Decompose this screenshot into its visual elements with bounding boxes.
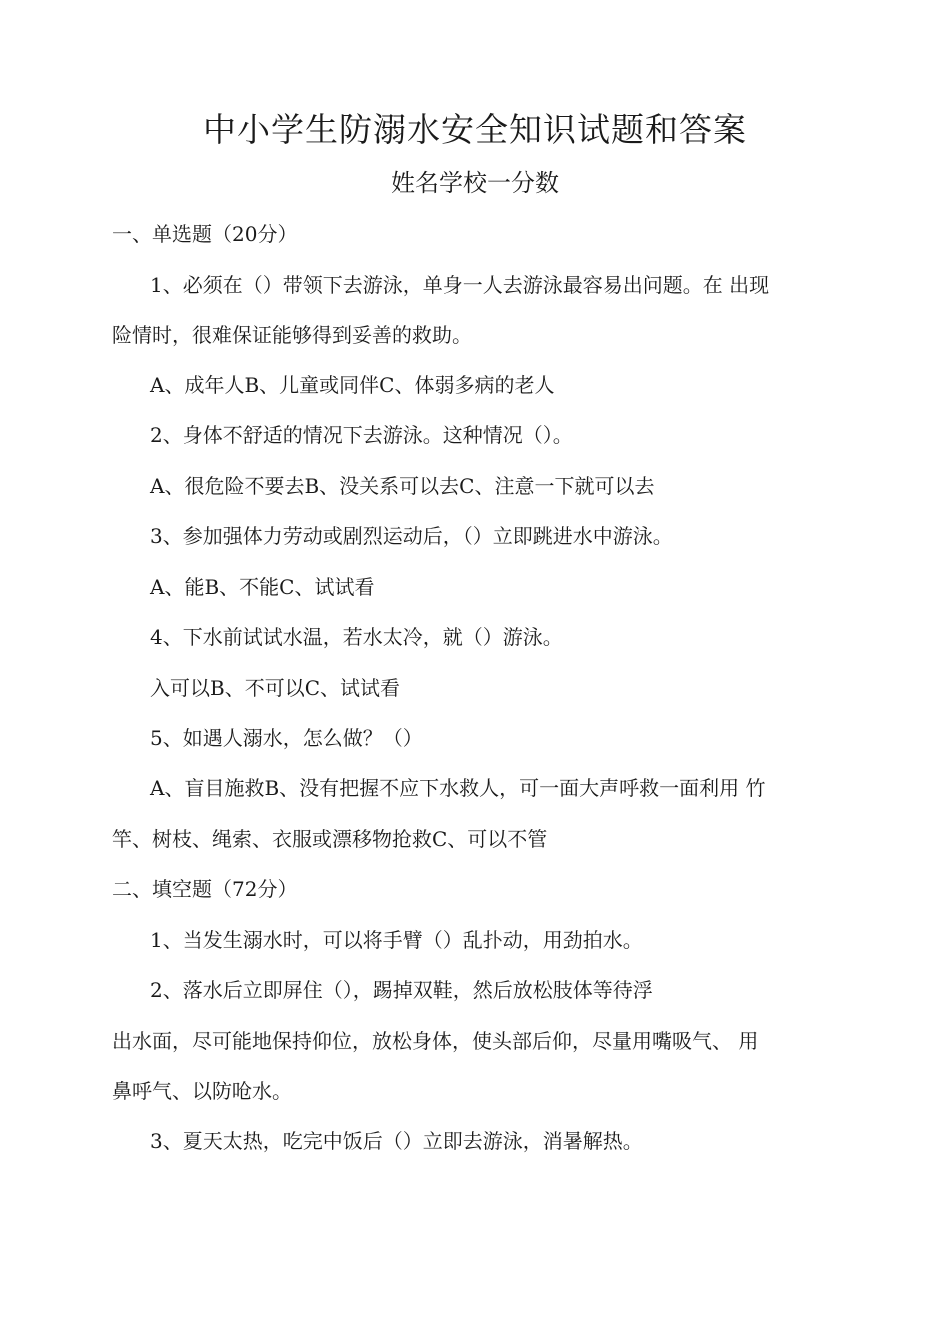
fill-blank-2-text-end: 鼻呼气、以防呛水。	[112, 1079, 292, 1103]
section-heading-single-choice: 一、单选题（20分）	[112, 222, 298, 246]
question-4-options: 入可以B、不可以C、试试看	[150, 676, 400, 700]
section-heading-fill-blank: 二、填空题（72分）	[112, 877, 298, 901]
fill-blank-1-text: 1、当发生溺水时，可以将手臂（）乱扑动，用劲拍水。	[150, 928, 643, 952]
question-3-text: 3、参加强体力劳动或剧烈运动后，（）立即跳进水中游泳。	[150, 524, 673, 548]
question-5-options: A、盲目施救B、没有把握不应下水救人，可一面大声呼救一面利用 竹	[150, 776, 766, 800]
fill-blank-3-text: 3、夏天太热，吃完中饭后（）立即去游泳，消暑解热。	[150, 1129, 643, 1153]
document-title: 中小学生防溺水安全知识试题和答案	[203, 110, 747, 149]
question-1-options: A、成年人B、儿童或同伴C、体弱多病的老人	[150, 373, 555, 397]
document-subtitle: 姓名学校一分数	[391, 169, 559, 197]
question-1-text-continued: 险情时，很难保证能够得到妥善的救助。	[112, 323, 472, 347]
question-2-text: 2、身体不舒适的情况下去游泳。这种情况（）。	[150, 423, 573, 447]
question-5-text: 5、如遇人溺水，怎么做？（）	[150, 726, 423, 750]
question-4-text: 4、下水前试试水温，若水太冷，就（）游泳。	[150, 625, 563, 649]
fill-blank-2-text: 2、落水后立即屏住（），踢掉双鞋，然后放松肢体等待浮	[150, 978, 653, 1002]
question-1-text: 1、必须在（）带领下去游泳，单身一人去游泳最容易出问题。在 出现	[150, 273, 770, 297]
question-2-options: A、很危险不要去B、没关系可以去C、注意一下就可以去	[150, 474, 655, 498]
question-5-options-continued: 竿、树枝、绳索、衣服或漂移物抢救C、可以不管	[112, 827, 548, 851]
question-3-options: A、能B、不能C、试试看	[150, 575, 375, 599]
fill-blank-2-text-continued: 出水面，尽可能地保持仰位，放松身体，使头部后仰，尽量用嘴吸气、 用	[112, 1029, 759, 1053]
